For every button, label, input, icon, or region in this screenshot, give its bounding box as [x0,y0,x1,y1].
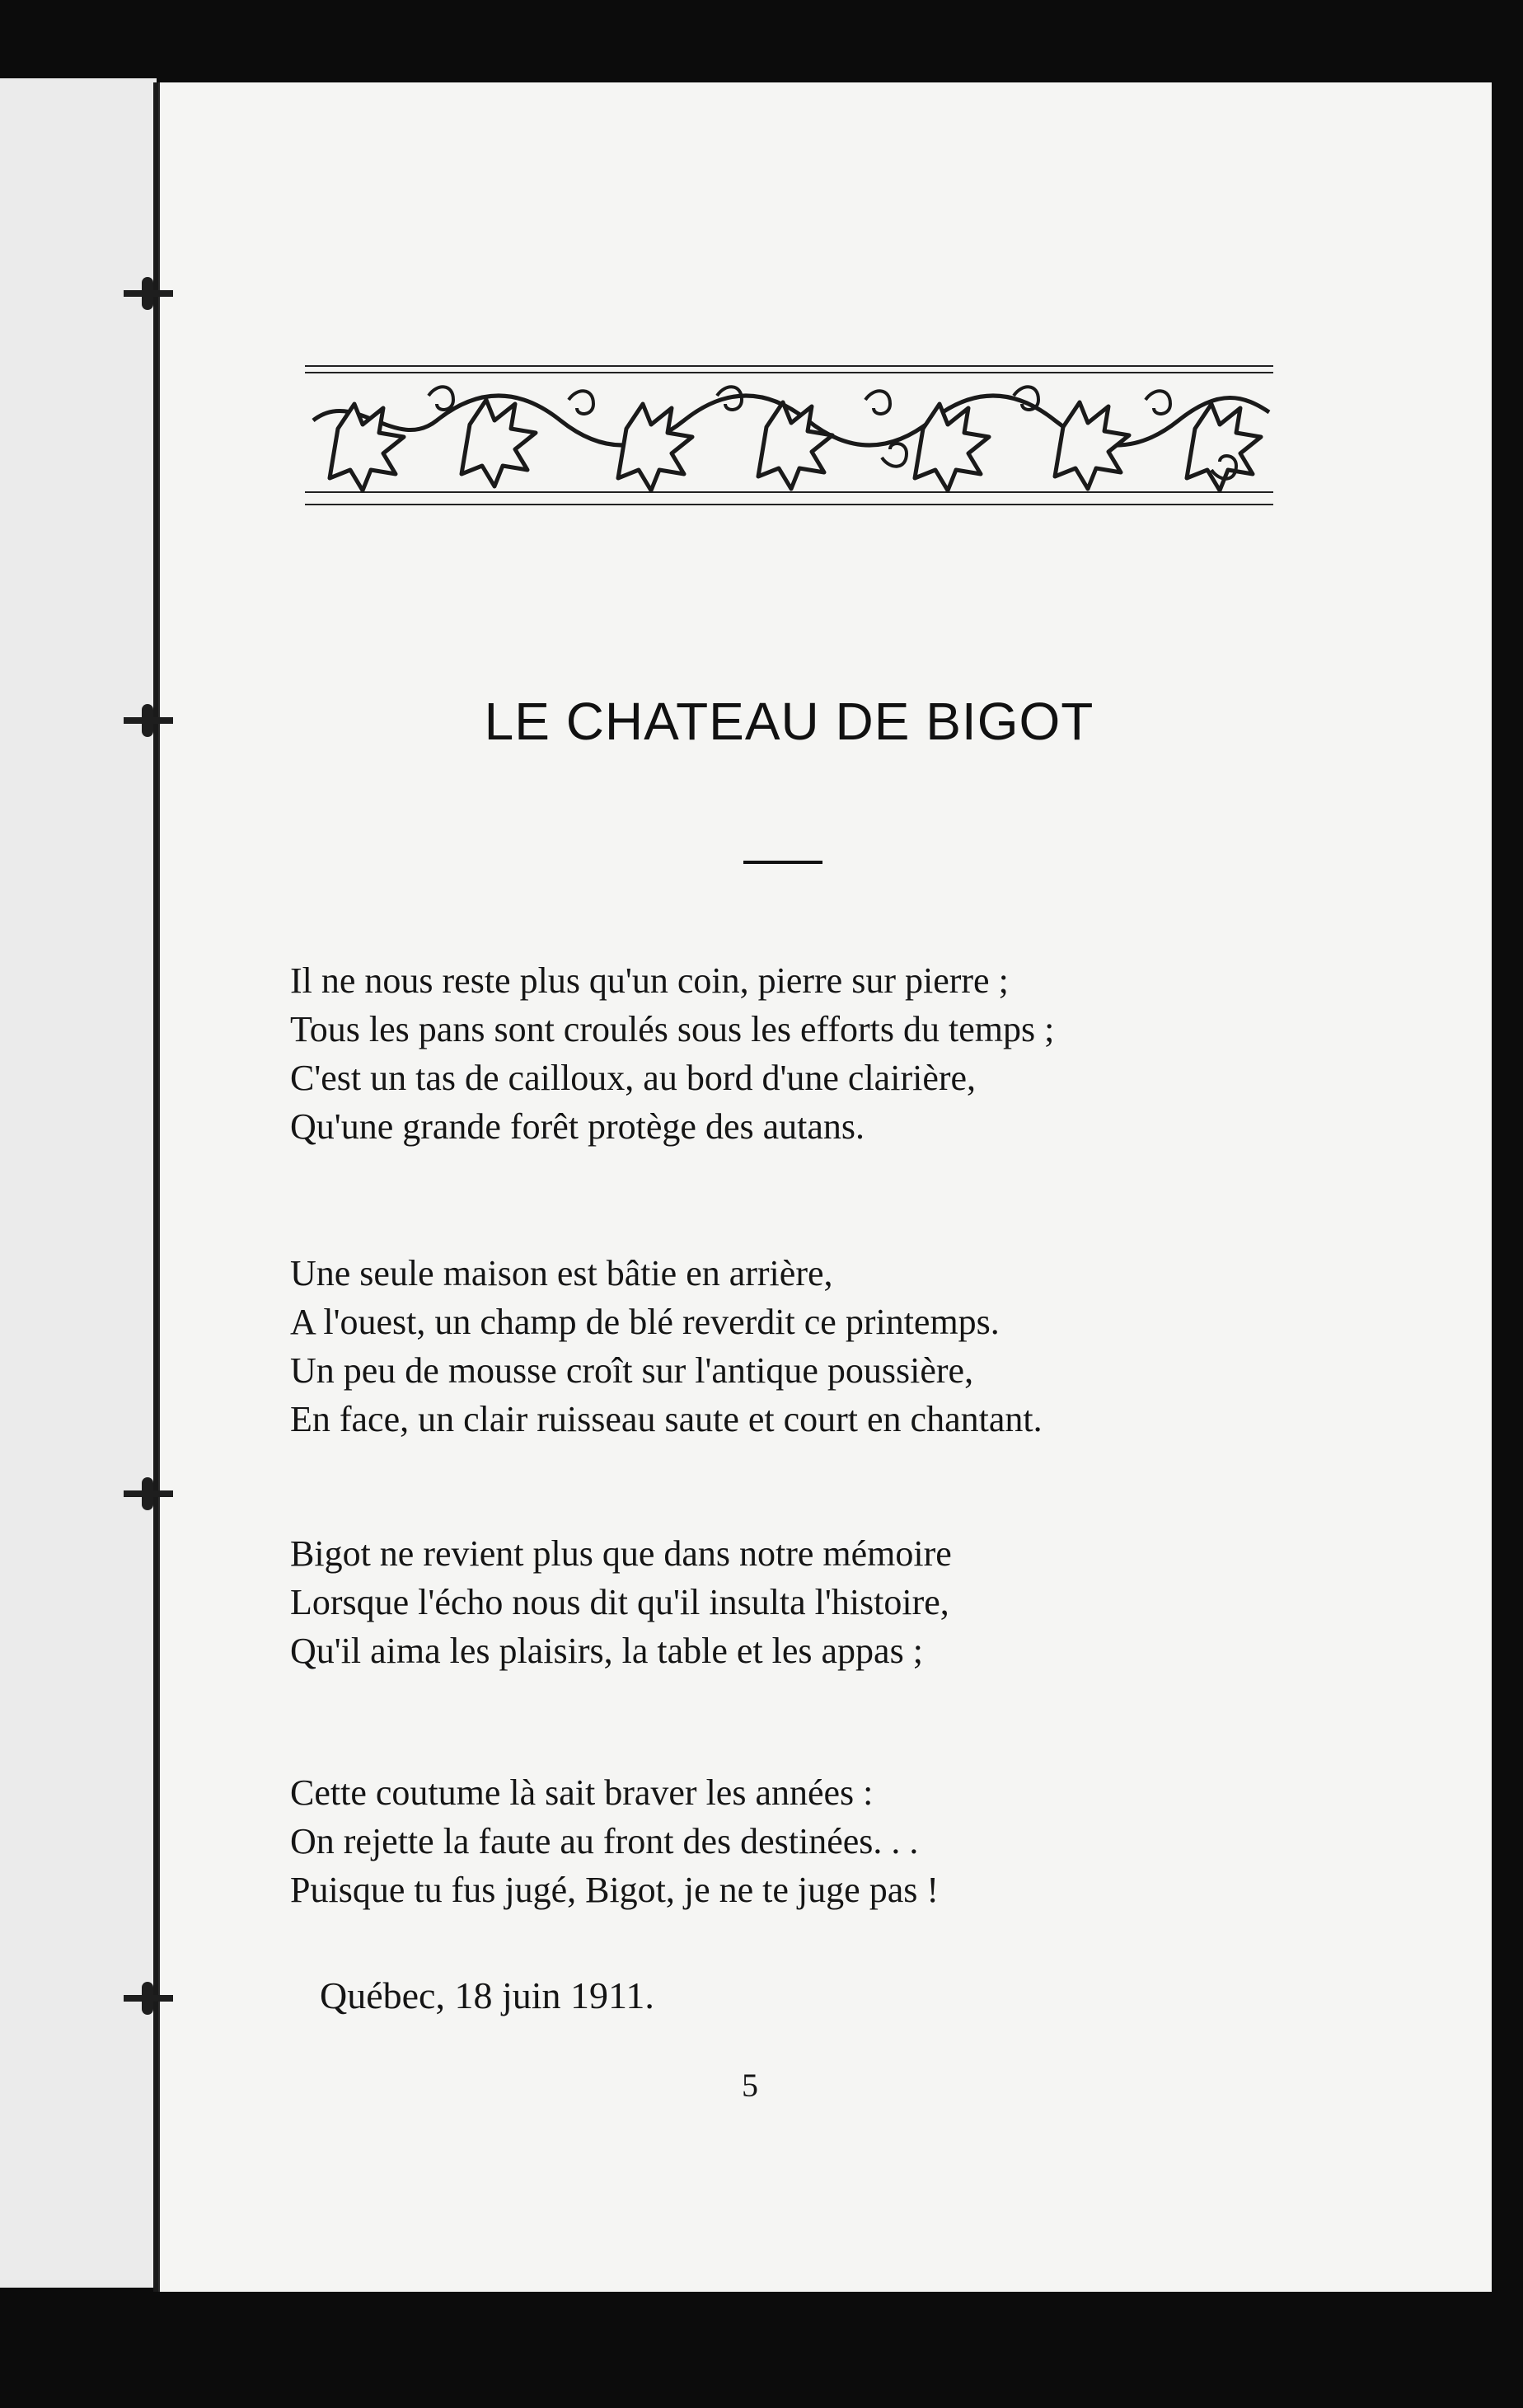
verse-line: Lorsque l'écho nous dit qu'il insulta l'histoire, [290,1582,949,1622]
verse-line: Qu'il aima les plaisirs, la table et les appas ; [290,1631,923,1671]
verse-line: Un peu de mousse croît sur l'antique poussière, [290,1350,974,1391]
verse-line: Une seule maison est bâtie en arrière, [290,1253,833,1293]
binding-stitch [124,717,173,724]
binding-stitch [124,1490,173,1497]
stanza-1 [290,956,1054,1151]
stanza-2 [290,1249,1043,1443]
verse-line: On rejette la faute au front des destinées. . . [290,1821,919,1861]
page-number: 5 [742,2067,758,2104]
verse-line: Il ne nous reste plus qu'un coin, pierre sur pierre ; [290,960,1009,1001]
verse-line: Puisque tu fus jugé, Bigot, je ne te juge pas ! [290,1870,939,1910]
vine-leaf-ornament-icon [305,363,1273,511]
verse-line: Tous les pans sont croulés sous les efforts du temps ; [290,1009,1055,1049]
verse-line: En face, un clair ruisseau saute et court en chantant. [290,1399,1043,1439]
verse-line: Qu'une grande forêt protège des autans. [290,1106,865,1147]
verse-line: Cette coutume là sait braver les années : [290,1772,874,1813]
stanza-4 [290,1768,939,1914]
verse-line: Bigot ne revient plus que dans notre mémoire [290,1533,952,1574]
binding-edge [153,82,158,2292]
binding-stitch [124,1995,173,2002]
poem-title: LE CHATEAU DE BIGOT [484,692,1094,751]
facing-page-edge [0,78,157,2288]
binding-stitch [124,290,173,297]
verse-line: A l'ouest, un champ de blé reverdit ce printemps. [290,1302,1000,1342]
title-divider [743,861,822,864]
place-date-signature: Québec, 18 juin 1911. [320,1974,654,2016]
verse-line: C'est un tas de cailloux, au bord d'une clairière, [290,1058,977,1098]
stanza-3 [290,1529,952,1675]
